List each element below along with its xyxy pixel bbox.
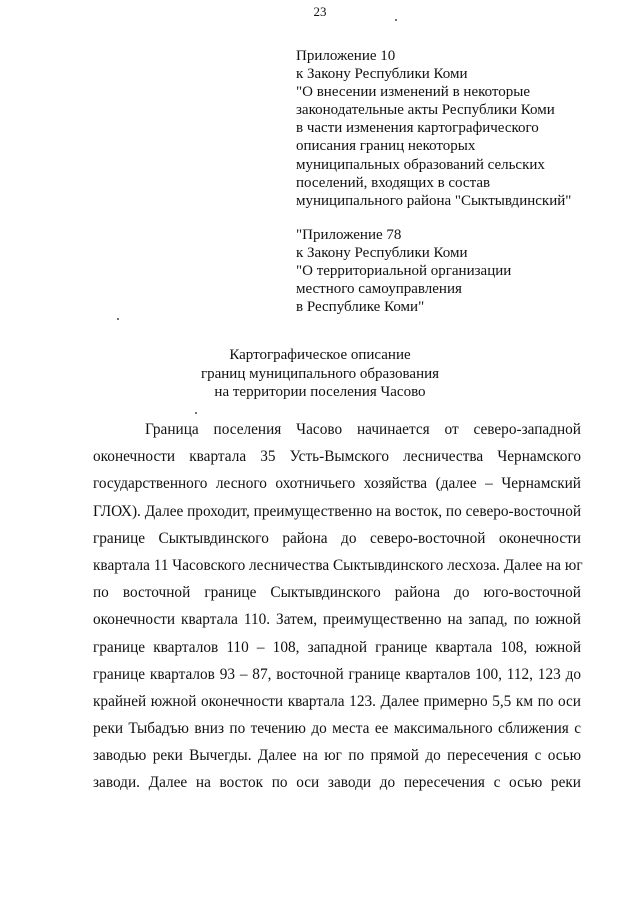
appendix-line: к Закону Республики Коми	[296, 245, 468, 262]
page-number: 23	[313, 4, 327, 19]
body-line: по восточной границе Сыктывдинского района до юго-восточной	[93, 584, 581, 602]
body-line: заводью реки Вычегды. Далее на юг по прямой до пересечения с осью	[93, 747, 581, 765]
appendix-line: муниципальных образований сельских	[296, 156, 545, 173]
body-line: крайней южной оконечности квартала 123. Далее примерно 5,5 км по оси	[93, 692, 581, 710]
body-paragraph	[93, 416, 581, 797]
appendix-line: муниципального района "Сыктывдинский"	[296, 192, 572, 209]
body-line: оконечности квартала 110. Затем, преимущественно на запад, по южной	[93, 611, 581, 629]
body-line: Граница поселения Часово начинается от северо-западной	[145, 421, 581, 438]
appendix-line: в части изменения картографического	[296, 120, 539, 137]
body-line: квартала 11 Часовского лесничества Сыктывдинского лесхоза. Далее на юг	[93, 556, 583, 574]
appendix-line: местного самоуправления	[296, 281, 462, 298]
body-line: ГЛОХ). Далее проходит, преимущественно на восток, по северо-восточной	[93, 502, 582, 520]
appendix-line: к Закону Республики Коми	[296, 66, 468, 83]
document-title	[0, 346, 640, 402]
body-line: оконечности квартала 35 Усть-Вымского лесничества Чернамского	[93, 448, 581, 466]
appendix-line: описания границ некоторых	[296, 138, 476, 155]
appendix-line: "О территориальной организации	[296, 263, 512, 280]
scan-speck	[117, 318, 119, 320]
body-line: границе Сыктывдинского района до северо-восточной оконечности	[93, 529, 581, 547]
body-line: реки Тыбадъю вниз по течению до места ее максимального сближения с	[93, 720, 581, 738]
body-line: государственного лесного охотничьего хозяйства (далее – Чернамский	[93, 475, 581, 493]
appendix-10-header	[296, 47, 626, 210]
body-line: границе кварталов 93 – 87, восточной границе кварталов 100, 112, 123 до	[93, 665, 581, 683]
title-line: границ муниципального образования	[200, 365, 440, 382]
appendix-line: "Приложение 78	[296, 227, 402, 243]
appendix-line: "О внесении изменений в некоторые	[296, 84, 531, 101]
title-line: Картографическое описание	[229, 347, 411, 363]
appendix-line: законодательные акты Республики Коми	[296, 102, 555, 119]
scan-speck	[195, 412, 197, 414]
body-line: границе кварталов 110 – 108, западной границе квартала 108, южной	[93, 638, 581, 656]
appendix-line: в Республике Коми"	[296, 299, 425, 316]
body-line: заводи. Далее на восток по оси заводи до пересечения с осью реки	[93, 774, 581, 792]
appendix-line: Приложение 10	[296, 48, 396, 64]
title-line: на территории поселения Часово	[214, 384, 426, 400]
appendix-78-header	[296, 226, 626, 316]
scan-speck	[395, 19, 397, 21]
appendix-line: поселений, входящих в состав	[296, 174, 491, 191]
